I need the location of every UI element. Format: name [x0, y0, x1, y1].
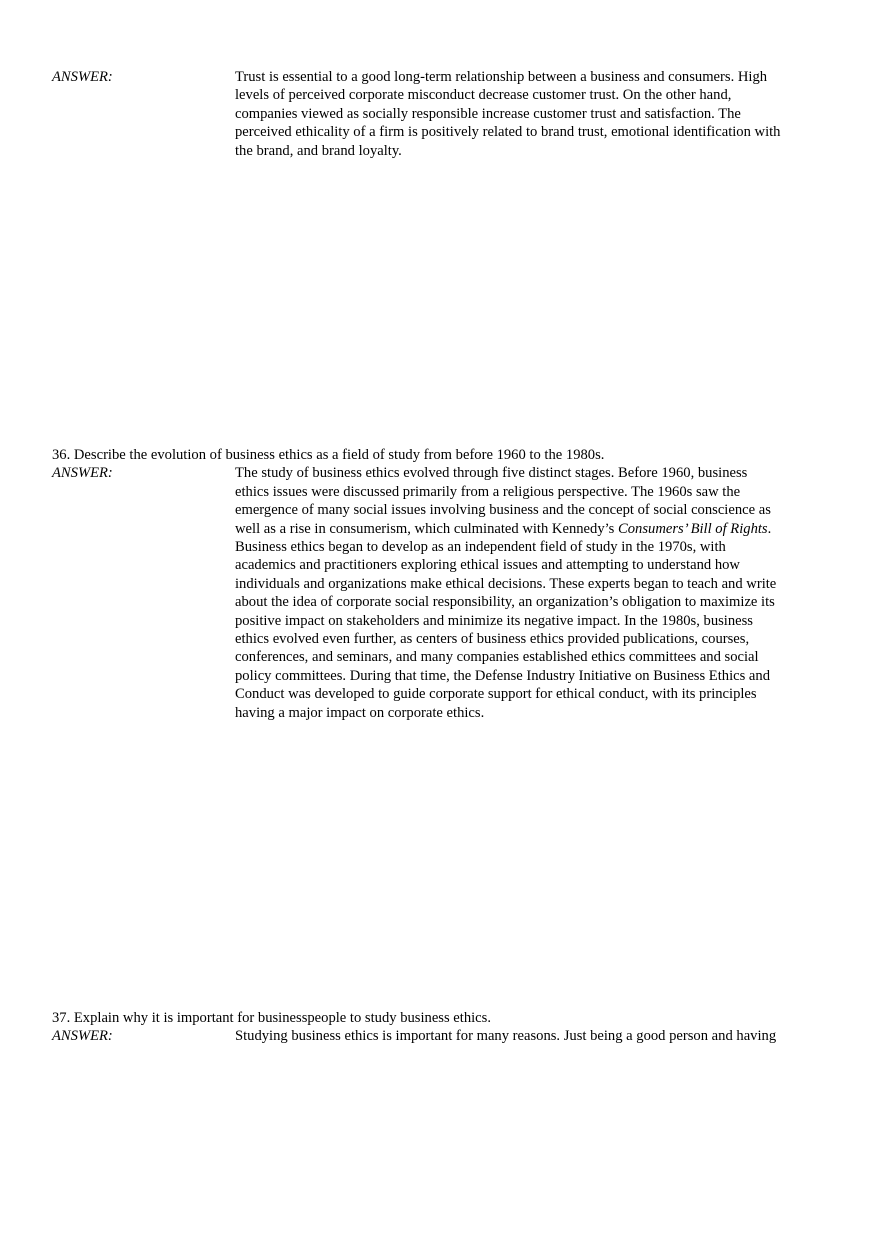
answer-row [52, 68, 832, 160]
answer-line: companies viewed as socially responsible increase customer trust and satisfaction. The [235, 105, 741, 122]
answer-row [52, 464, 832, 722]
answer-row [52, 1027, 832, 1045]
answer-label: ANSWER: [52, 465, 113, 482]
question-text: 37. Explain why it is important for businesspeople to study business ethics. [52, 1010, 491, 1026]
question-text: 36. Describe the evolution of business ethics as a field of study from before 1960 to the 1980s. [52, 447, 605, 463]
answer-line: emergence of many social issues involving business and the concept of social conscience as [235, 502, 771, 519]
answer-line: conferences, and seminars, and many companies established ethics committees and social [235, 649, 759, 666]
answer-line: levels of perceived corporate misconduct decrease customer trust. On the other hand, [235, 87, 732, 104]
answer-text [235, 464, 832, 722]
answer-line: Conduct was developed to guide corporate support for ethical conduct, with its principles [235, 686, 757, 703]
answer-line: individuals and organizations make ethical decisions. These experts began to teach and write [235, 575, 777, 592]
answer-line: ethics issues were discussed primarily from a religious perspective. The 1960s saw the [235, 483, 741, 500]
answer-line: having a major impact on corporate ethics. [235, 704, 485, 721]
answer-label: ANSWER: [52, 69, 113, 85]
answer-line: ethics evolved even further, as centers of business ethics provided publications, courses, [235, 631, 750, 648]
answer-line: Business ethics began to develop as an independent field of study in the 1970s, with [235, 539, 726, 556]
answer-line: Trust is essential to a good long-term relationship between a business and consumers. High [235, 69, 768, 85]
italic-title: Consumers’ Bill of Rights [618, 520, 768, 537]
question-block-36 [52, 446, 832, 722]
answer-line-lead: well as a rise in consumerism, which culminated with Kennedy’s [235, 520, 619, 537]
answer-line: the brand, and brand loyalty. [235, 142, 402, 159]
answer-line: Studying business ethics is important for many reasons. Just being a good person and having [235, 1028, 777, 1045]
answer-line: The study of business ethics evolved through five distinct stages. Before 1960, business [235, 465, 748, 482]
answer-line: positive impact on stakeholders and minimize its negative impact. In the 1980s, business [235, 612, 753, 629]
answer-line: policy committees. During that time, the Defense Industry Initiative on Business Ethics and [235, 667, 770, 684]
answer-line: about the idea of corporate social responsibility, an organization’s obligation to maximize its [235, 594, 775, 611]
answer-text [235, 1027, 832, 1045]
answer-line: perceived ethicality of a firm is positively related to brand trust, emotional identification with [235, 124, 781, 141]
answer-line: academics and practitioners exploring ethical issues and attempting to understand how [235, 557, 740, 574]
answer-block-35 [52, 68, 832, 160]
question-block-37 [52, 1009, 832, 1046]
answer-line-with-italic [235, 520, 832, 538]
italic-after: . [767, 520, 772, 537]
answer-text [235, 68, 832, 160]
answer-label: ANSWER: [52, 1028, 113, 1045]
